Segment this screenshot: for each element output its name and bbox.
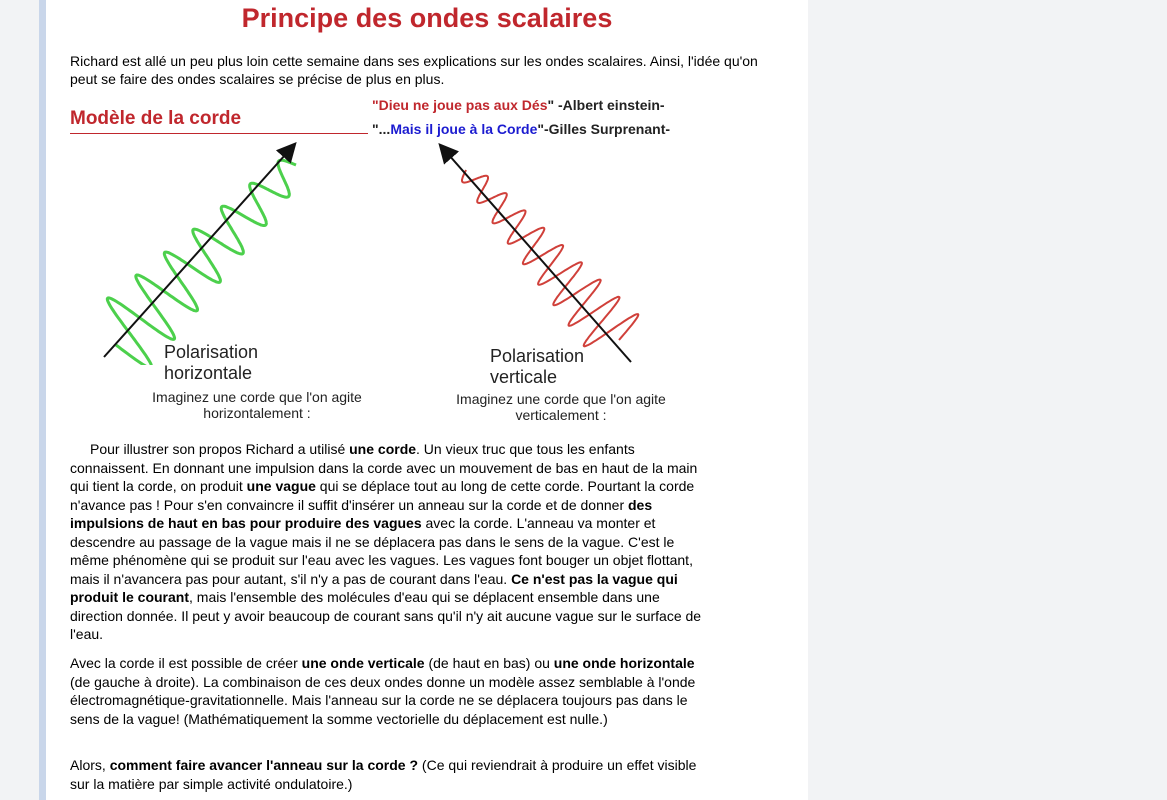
vertical-polarisation-figure <box>431 140 641 370</box>
vertical-polarisation-label: Polarisation verticale <box>490 346 585 387</box>
section-title: Modèle de la corde <box>70 108 242 129</box>
quote-surprenant-author: "-Gilles Surprenant- <box>537 121 671 137</box>
intro-paragraph: Richard est allé un peu plus loin cette semaine dans ses explications sur les ondes scalaires. Ainsi, l'idée qu'on peut se faire des ondes scalaires se précise de plus en plus. <box>70 53 758 87</box>
horizontal-wave <box>107 160 296 365</box>
vertical-wave <box>462 170 638 346</box>
body-paragraph-3: Alors, comment faire avancer l'anneau sur la corde ? (Ce qui reviendrait à produire un effet visible sur la matière par simple activité ondulatoire.) <box>70 757 697 792</box>
article-page <box>46 0 808 800</box>
body-paragraph-1: Pour illustrer son propos Richard a utilisé une corde. Un vieux truc que tous les enfants connaissent. En donnant une impulsion dans la corde avec un mouvement de bas en haut de la main qui tient la corde, on produit une vague qui se déplace tout au long de cette corde. Pourtant la corde n'avance pas ! Pour s'en convaincre il suffit d'insérer un anneau sur la corde et de donner des impulsions de haut en bas pour produire des vagues avec la corde. L'anneau va monter et descendre au passage de la vague mais il ne se déplacera pas dans le sens de la vague. C'est le même phénomène qui se produit sur l'eau avec les vagues. Les vagues font bouger un objet flottant, mais il n'avancera pas pour autant, s'il n'y a pas de courant dans l'eau. Ce n'est pas la vague qui produit le courant, mais l'ensemble des molécules d'eau qui se déplacent ensemble dans une direction donnée. Il peut y avoir beaucoup de courant sans qu'il n'y ait aucune vague sur le surface de l'eau. <box>70 441 702 642</box>
quote-surprenant: "...Mais il joue à la Corde"-Gilles Surprenant- <box>372 121 671 137</box>
horizontal-polarisation-figure <box>96 135 316 365</box>
quote-einstein-text: Dieu ne joue pas aux Dés <box>378 97 548 113</box>
vertical-caption: Imaginez une corde que l'on agite verticalement : <box>456 391 666 423</box>
quote-surprenant-text: Mais il joue à la Corde <box>390 121 538 137</box>
axis-arrow-right <box>441 146 631 362</box>
horizontal-polarisation-label: Polarisation horizontale <box>164 342 259 383</box>
page-title: Principe des ondes scalaires <box>241 3 613 33</box>
left-scroll-gutter <box>39 0 46 800</box>
section-divider <box>70 133 368 134</box>
horizontal-caption: Imaginez une corde que l'on agite horizontalement : <box>152 389 362 421</box>
quote-einstein: "Dieu ne joue pas aux Dés" -Albert einstein- <box>372 97 665 113</box>
body-paragraph-2: Avec la corde il est possible de créer une onde verticale (de haut en bas) ou une onde horizontale (de gauche à droite). La combinaison de ces deux ondes donne un modèle assez semblable à l'onde électromagnétique-gravitationnelle. Mais l'anneau sur la corde ne se déplacera toujours pas dans le sens de la vague! (Mathématiquement la somme vectorielle du déplacement est nulle.) <box>70 655 696 727</box>
axis-arrow-left <box>104 145 294 357</box>
quote-einstein-author: -Albert einstein- <box>554 97 665 113</box>
